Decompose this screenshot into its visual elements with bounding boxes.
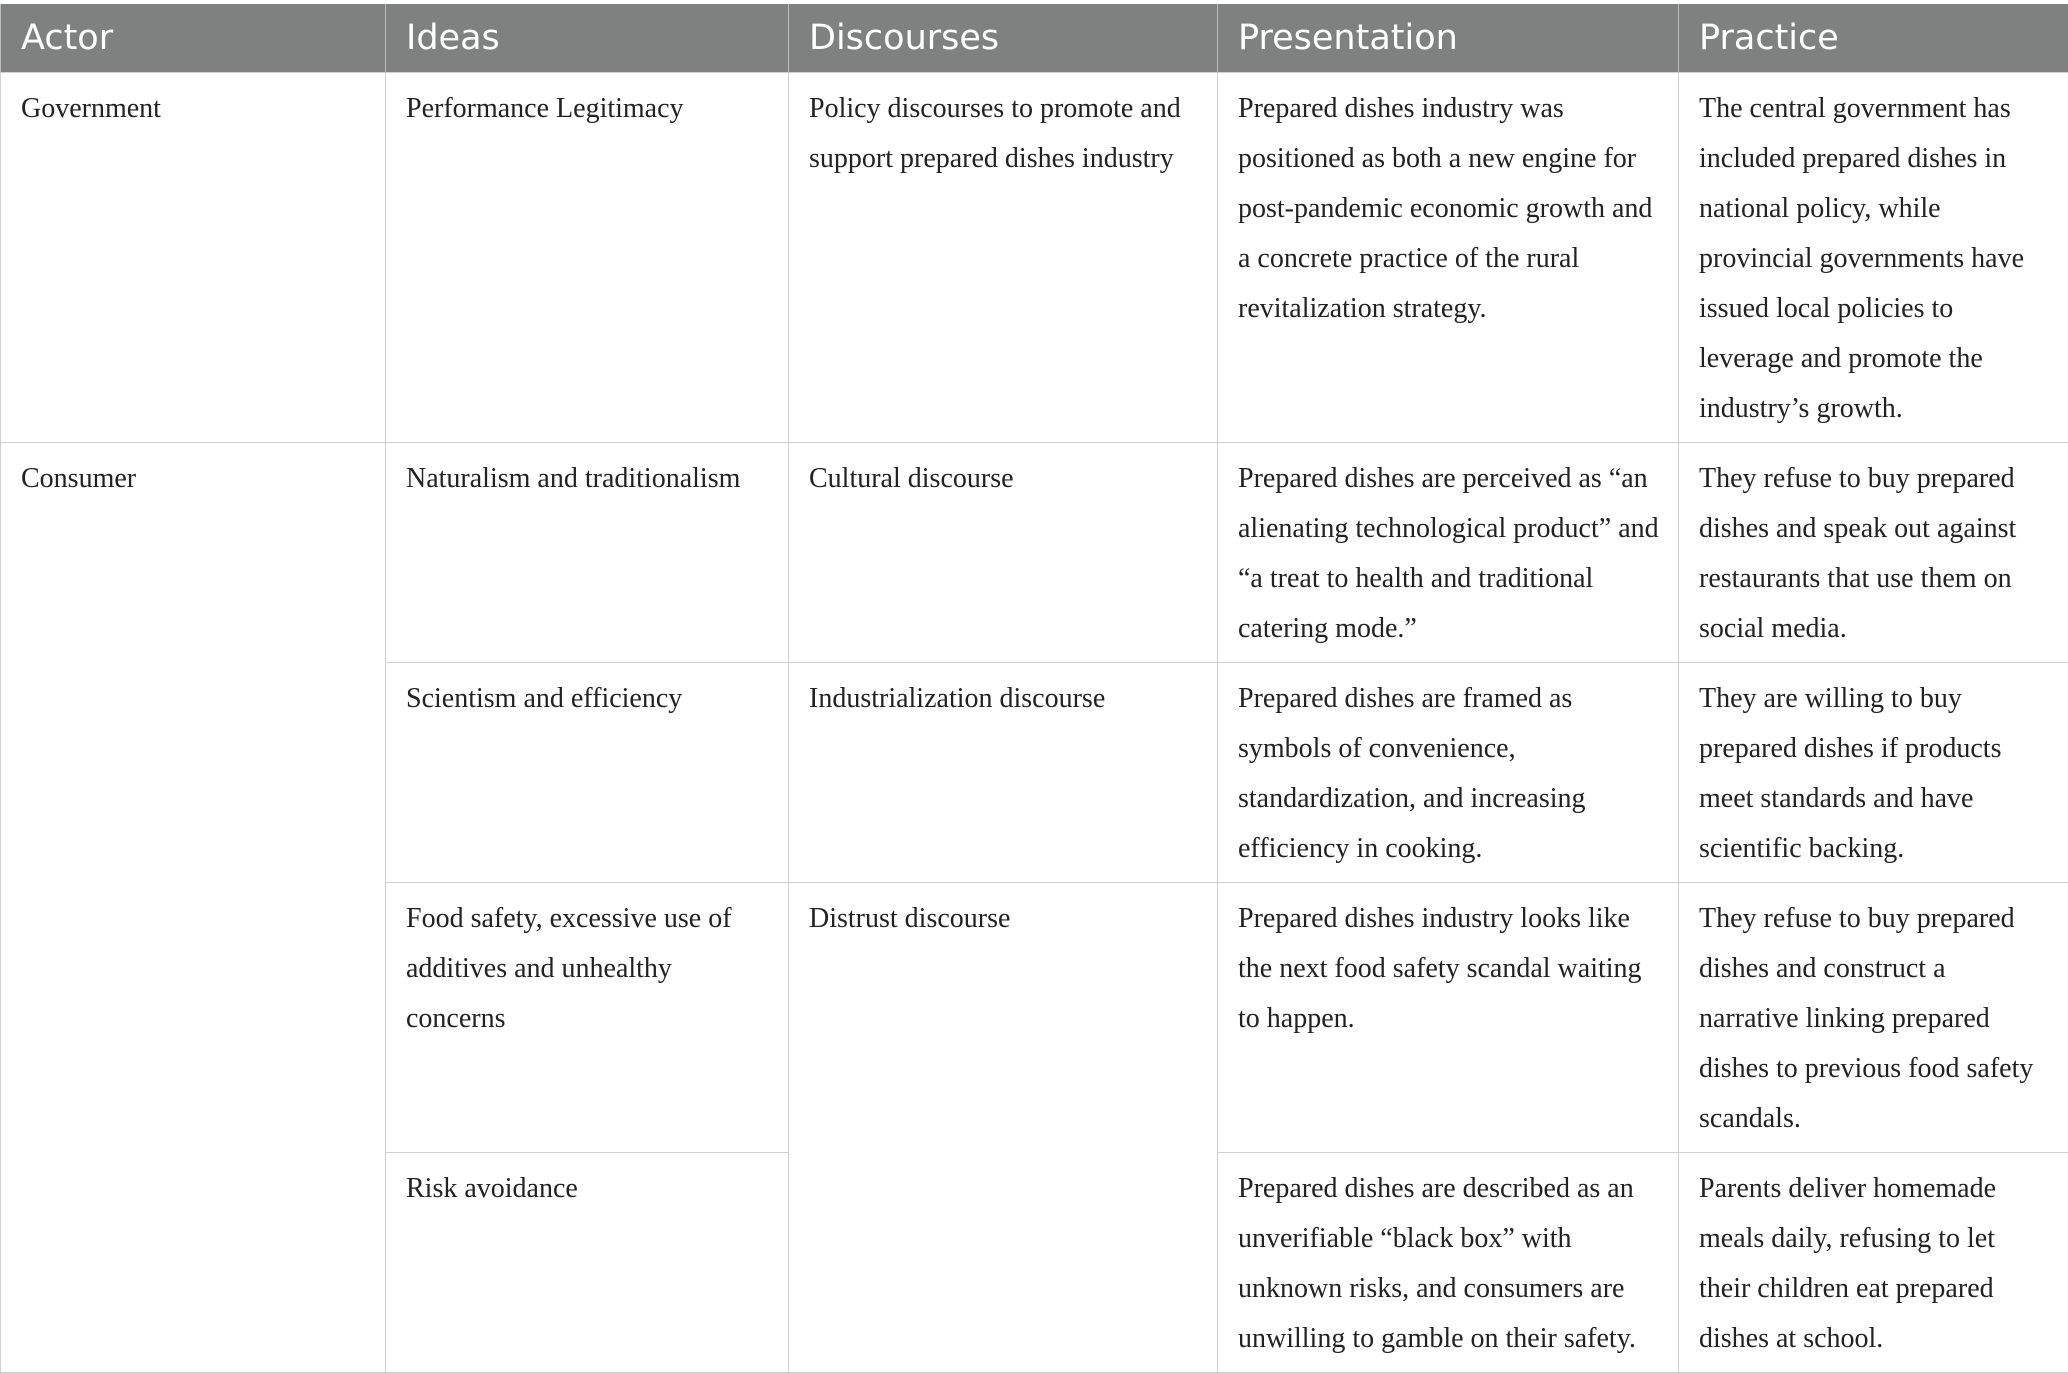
cell-ideas: Food safety, excessive use of additives and unhealthy concerns	[386, 882, 789, 1152]
cell-discourses: Policy discourses to promote and support prepared dishes industry	[789, 72, 1218, 442]
header-actor: Actor	[1, 4, 386, 72]
cell-practice: The central government has included prepared dishes in national policy, while provincial governments have issued local policies to leverage and promote the industry’s growth.	[1679, 72, 2068, 442]
header-presentation: Presentation	[1218, 4, 1679, 72]
cell-presentation: Prepared dishes are described as an unverifiable “black box” with unknown risks, and consumers are unwilling to gamble on their safety.	[1218, 1152, 1679, 1372]
cell-ideas: Risk avoidance	[386, 1152, 789, 1372]
table-row	[1, 72, 2068, 442]
cell-presentation: Prepared dishes are framed as symbols of convenience, standardization, and increasing efficiency in cooking.	[1218, 662, 1679, 882]
cell-actor: Consumer	[1, 442, 386, 1372]
cell-actor: Government	[1, 72, 386, 442]
cell-discourses: Industrialization discourse	[789, 662, 1218, 882]
cell-presentation: Prepared dishes industry looks like the next food safety scandal waiting to happen.	[1218, 882, 1679, 1152]
discourse-table-container	[0, 4, 2068, 1373]
cell-practice: They refuse to buy prepared dishes and construct a narrative linking prepared dishes to previous food safety scandals.	[1679, 882, 2068, 1152]
cell-discourses: Distrust discourse	[789, 882, 1218, 1372]
header-row	[1, 4, 2068, 72]
cell-practice: Parents deliver homemade meals daily, refusing to let their children eat prepared dishes at school.	[1679, 1152, 2068, 1372]
cell-ideas: Naturalism and traditionalism	[386, 442, 789, 662]
header-practice: Practice	[1679, 4, 2068, 72]
header-discourses: Discourses	[789, 4, 1218, 72]
table-row	[1, 442, 2068, 662]
cell-discourses: Cultural discourse	[789, 442, 1218, 662]
cell-ideas: Performance Legitimacy	[386, 72, 789, 442]
cell-ideas: Scientism and efficiency	[386, 662, 789, 882]
header-ideas: Ideas	[386, 4, 789, 72]
cell-practice: They are willing to buy prepared dishes if products meet standards and have scientific backing.	[1679, 662, 2068, 882]
cell-presentation: Prepared dishes are perceived as “an alienating technological product” and “a treat to health and traditional catering mode.”	[1218, 442, 1679, 662]
discourse-table	[0, 4, 2068, 1373]
cell-presentation: Prepared dishes industry was positioned as both a new engine for post-pandemic economic growth and a concrete practice of the rural revitalization strategy.	[1218, 72, 1679, 442]
cell-practice: They refuse to buy prepared dishes and speak out against restaurants that use them on social media.	[1679, 442, 2068, 662]
